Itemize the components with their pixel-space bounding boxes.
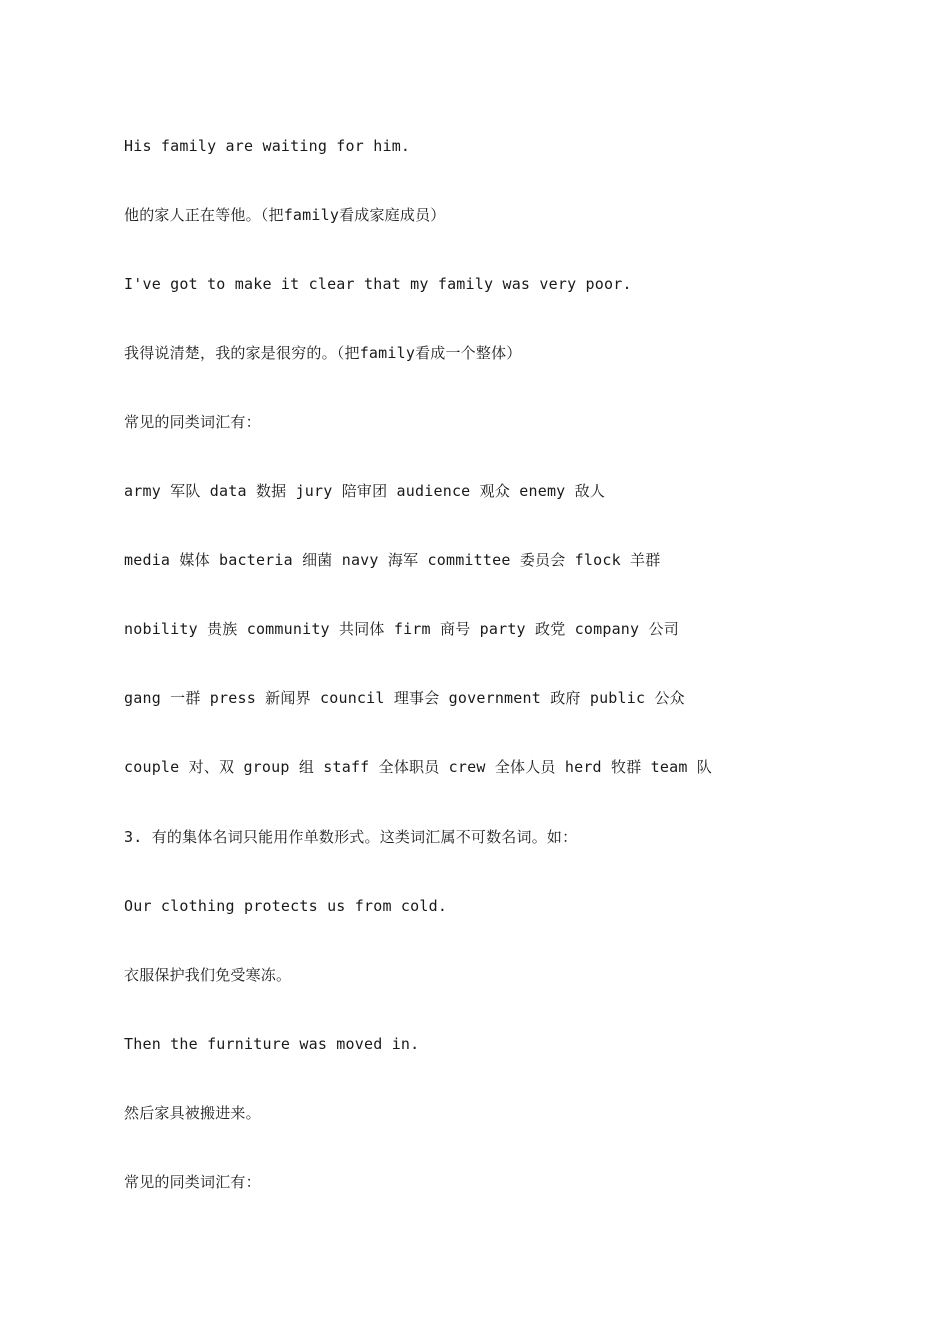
vocabulary-line: couple 对、双 group 组 staff 全体职员 crew 全体人员 herd 牧群 team 队: [124, 758, 713, 776]
vocabulary-line: army 军队 data 数据 jury 陪审团 audience 观众 enemy 敌人: [124, 482, 606, 500]
vocabulary-line: media 媒体 bacteria 细菌 navy 海军 committee 委员会 flock 羊群: [124, 551, 661, 569]
example-sentence-chinese: 他的家人正在等他。（把family看成家庭成员）: [124, 206, 446, 224]
example-sentence-chinese: 衣服保护我们免受寒冻。: [124, 966, 292, 984]
vocabulary-line: nobility 贵族 community 共同体 firm 商号 party 政党 company 公司: [124, 620, 679, 638]
example-sentence-chinese: 我得说清楚，我的家是很穷的。（把family看成一个整体）: [124, 344, 522, 362]
vocabulary-heading: 常见的同类词汇有：: [124, 413, 261, 431]
example-sentence-english: Then the furniture was moved in.: [124, 1035, 420, 1053]
example-sentence-english: His family are waiting for him.: [124, 137, 411, 155]
vocabulary-heading: 常见的同类词汇有：: [124, 1173, 261, 1191]
vocabulary-line: gang 一群 press 新闻界 council 理事会 government 政府 public 公众: [124, 689, 685, 707]
example-sentence-english: Our clothing protects us from cold.: [124, 897, 448, 915]
example-sentence-english: I've got to make it clear that my family was very poor.: [124, 275, 632, 293]
example-sentence-chinese: 然后家具被搬进来。: [124, 1104, 261, 1122]
rule-heading: 3. 有的集体名词只能用作单数形式。这类词汇属不可数名词。如：: [124, 828, 578, 846]
